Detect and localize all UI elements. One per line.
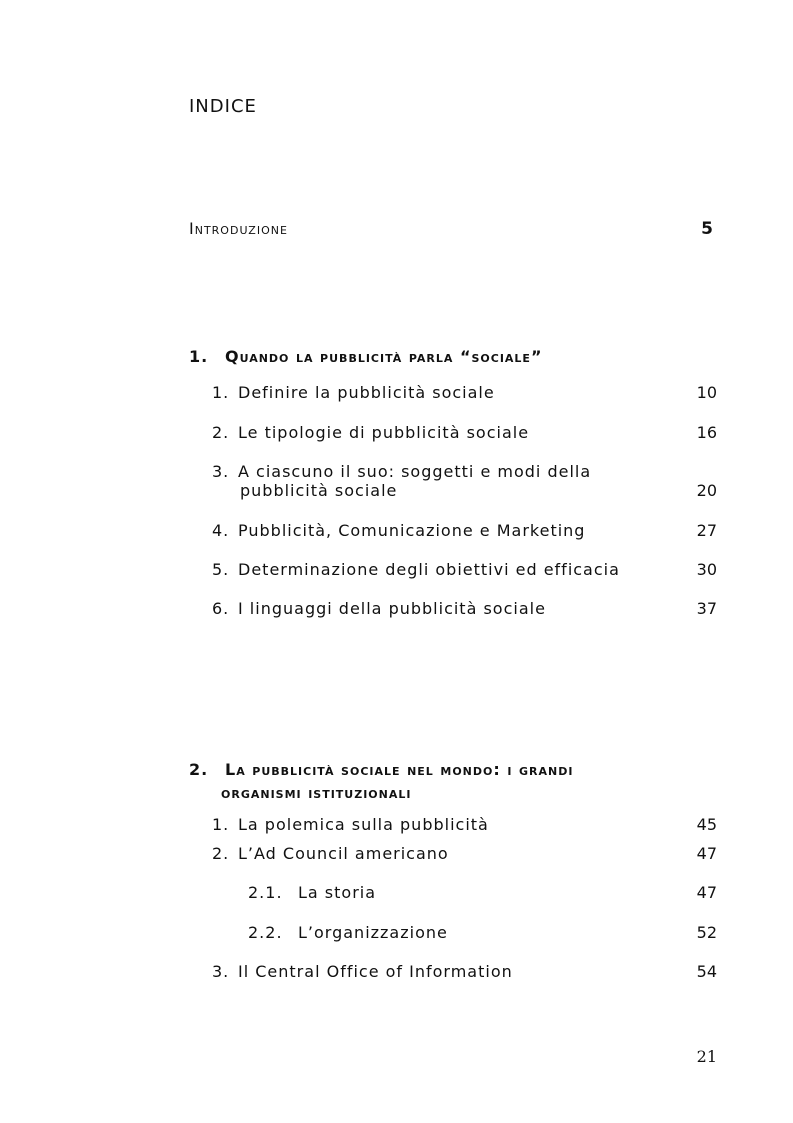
entry-page: 52 bbox=[696, 923, 717, 942]
chapter-number: 2. bbox=[189, 760, 209, 779]
entry-number: 1. bbox=[212, 383, 230, 402]
entry-text: Pubblicità, Comunicazione e Marketing bbox=[238, 521, 586, 540]
entry-page: 16 bbox=[696, 423, 717, 442]
toc-entry-continuation: pubblicità sociale bbox=[240, 481, 398, 500]
entry-text: Il Central Office of Information bbox=[238, 962, 513, 981]
chapter-title-continuation: organismi istituzionali bbox=[221, 783, 412, 802]
toc-entry bbox=[212, 962, 513, 982]
entry-text: L’Ad Council americano bbox=[238, 844, 449, 863]
entry-page: 20 bbox=[696, 481, 717, 500]
toc-introduction-page: 5 bbox=[701, 219, 713, 239]
toc-introduction-label: Introduzione bbox=[189, 219, 288, 238]
toc-entry bbox=[212, 521, 585, 541]
toc-entry bbox=[212, 599, 546, 619]
toc-entry bbox=[212, 560, 620, 580]
entry-number: 6. bbox=[212, 599, 230, 618]
entry-page: 45 bbox=[696, 815, 717, 834]
entry-number: 1. bbox=[212, 815, 230, 834]
entry-page: 54 bbox=[696, 962, 717, 981]
page-number: 21 bbox=[696, 1047, 717, 1066]
entry-text: La storia bbox=[298, 883, 377, 902]
page-title: INDICE bbox=[189, 96, 257, 117]
entry-number: 4. bbox=[212, 521, 230, 540]
toc-subentry bbox=[248, 923, 448, 943]
entry-number: 5. bbox=[212, 560, 230, 579]
entry-page: 30 bbox=[696, 560, 717, 579]
entry-page: 47 bbox=[696, 883, 717, 902]
entry-text: Le tipologie di pubblicità sociale bbox=[238, 423, 530, 442]
entry-text: La polemica sulla pubblicità bbox=[238, 815, 489, 834]
entry-page: 27 bbox=[696, 521, 717, 540]
entry-text: L’organizzazione bbox=[298, 923, 448, 942]
entry-number: 2.1. bbox=[248, 883, 283, 902]
chapter-title: Quando la pubblicità parla “sociale” bbox=[225, 347, 543, 366]
entry-number: 3. bbox=[212, 462, 230, 481]
toc-entry bbox=[212, 462, 591, 482]
entry-page: 37 bbox=[696, 599, 717, 618]
toc-entry bbox=[212, 815, 489, 835]
entry-page: 10 bbox=[696, 383, 717, 402]
toc-entry bbox=[212, 423, 529, 443]
toc-entry bbox=[212, 844, 449, 864]
toc-entry bbox=[212, 383, 495, 403]
chapter-2-heading bbox=[189, 758, 669, 804]
entry-page: 47 bbox=[696, 844, 717, 863]
chapter-number: 1. bbox=[189, 347, 209, 366]
entry-number: 2. bbox=[212, 423, 230, 442]
entry-number: 3. bbox=[212, 962, 230, 981]
entry-text: A ciascuno il suo: soggetti e modi della bbox=[238, 462, 592, 481]
chapter-title: La pubblicità sociale nel mondo: i grandi bbox=[225, 760, 574, 779]
toc-subentry bbox=[248, 883, 376, 903]
entry-number: 2. bbox=[212, 844, 230, 863]
entry-text: Definire la pubblicità sociale bbox=[238, 383, 495, 402]
entry-text: I linguaggi della pubblicità sociale bbox=[238, 599, 546, 618]
chapter-1-heading bbox=[189, 345, 669, 368]
entry-number: 2.2. bbox=[248, 923, 283, 942]
entry-text: Determinazione degli obiettivi ed efficacia bbox=[238, 560, 620, 579]
